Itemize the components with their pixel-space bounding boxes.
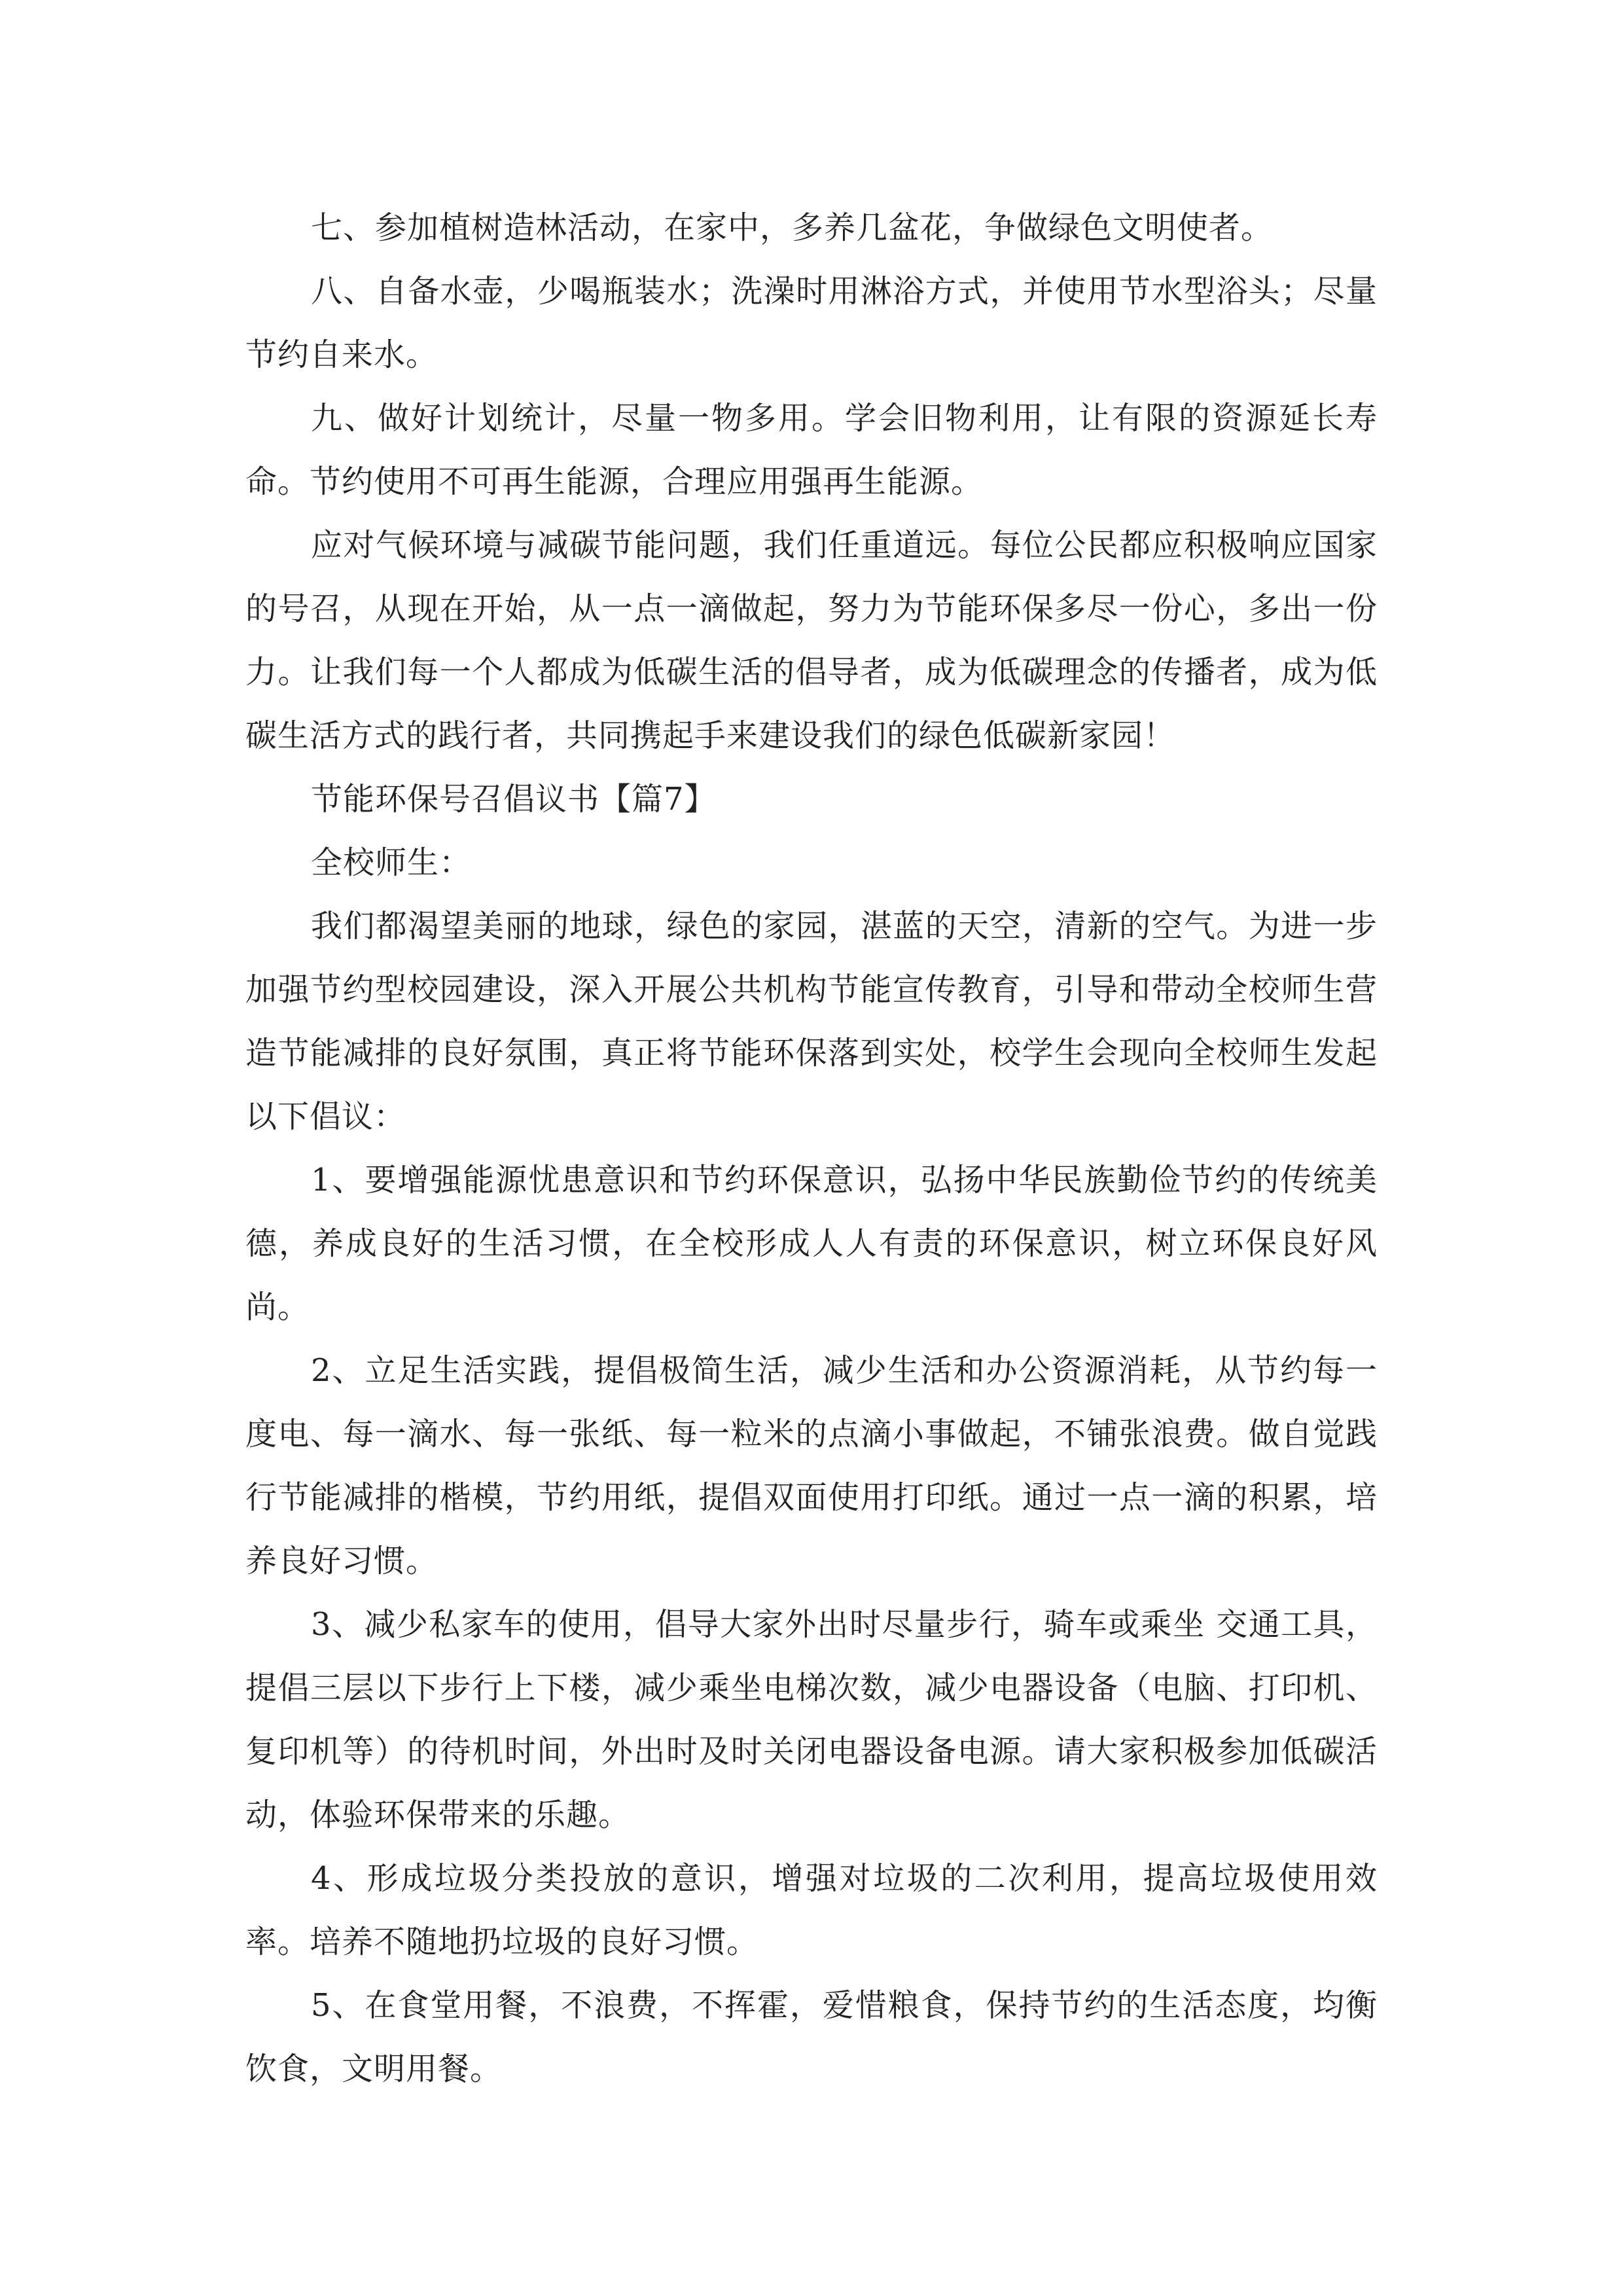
proposal-item-5: 5、在食堂用餐，不浪费，不挥霍，爱惜粮食，保持节约的生活态度，均衡饮食，文明用餐。 [245,1987,1378,2087]
closing-paragraph: 应对气候环境与减碳节能问题，我们任重道远。每位公民都应积极响应国家的号召，从现在开始，从一点一滴做起，努力为节能环保多尽一份心，多出一份力。让我们每一个人都成为低碳生活的倡导者，成为低碳理念的传播者，成为低碳生活方式的践行者，共同携起手来建设我们的绿色低碳新家园！ [245,527,1378,754]
proposal-item-3: 3、减少私家车的使用，倡导大家外出时尽量步行，骑车或乘坐 交通工具，提倡三层以下步行上下楼，减少乘坐电梯次数，减少电器设备（电脑、打印机、复印机等）的待机时间，外出时及时关闭电器设备电源。请大家积极参加低碳活动，体验环保带来的乐趣。 [245,1606,1378,1833]
salutation: 全校师生： [311,844,472,881]
section-heading: 节能环保号召倡议书【篇7】 [311,781,717,817]
proposal-item-1: 1、要增强能源忧患意识和节约环保意识，弘扬中华民族勤俭节约的传统美德，养成良好的生活习惯，在全校形成人人有责的环保意识，树立环保良好风尚。 [245,1162,1378,1325]
document-body [245,196,1378,2101]
paragraph-item-7: 七、参加植树造林活动，在家中，多养几盆花，争做绿色文明使者。 [311,209,1274,246]
proposal-item-4: 4、形成垃圾分类投放的意识，增强对垃圾的二次利用，提高垃圾使用效率。培养不随地扔垃圾的良好习惯。 [245,1860,1378,1960]
paragraph-item-9: 九、做好计划统计，尽量一物多用。学会旧物利用，让有限的资源延长寿命。节约使用不可再生能源，合理应用强再生能源。 [245,400,1378,500]
proposal-item-2: 2、立足生活实践，提倡极简生活，减少生活和办公资源消耗，从节约每一度电、每一滴水、每一张纸、每一粒米的点滴小事做起，不铺张浪费。做自觉践行节能减排的楷模，节约用纸，提倡双面使用打印纸。通过一点一滴的积累，培养良好习惯。 [245,1352,1378,1579]
paragraph-item-8: 八、自备水壶，少喝瓶装水；洗澡时用淋浴方式，并使用节水型浴头；尽量节约自来水。 [245,273,1378,373]
intro-paragraph: 我们都渴望美丽的地球，绿色的家园，湛蓝的天空，清新的空气。为进一步加强节约型校园建设，深入开展公共机构节能宣传教育，引导和带动全校师生营造节能减排的良好氛围，真正将节能环保落到实处，校学生会现向全校师生发起以下倡议： [245,908,1378,1135]
